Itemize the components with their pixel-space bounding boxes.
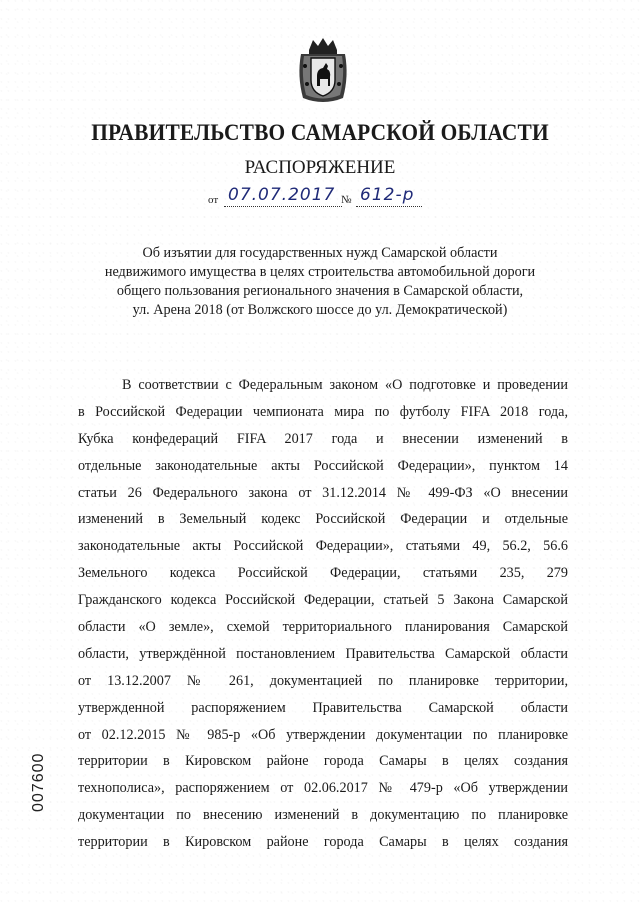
date-number-line — [208, 185, 468, 211]
date-value: 07.07.2017 — [228, 185, 336, 205]
document-subject — [100, 244, 540, 320]
body-line: области «О земле», схемой территориального планирования Самарской — [78, 619, 568, 636]
subject-line: ул. Арена 2018 (от Волжского шоссе до ул. Демократической) — [132, 302, 508, 318]
body-line: технополиса», распоряжением от 02.06.2017 № 479-р «Об утверждении — [78, 780, 568, 797]
number-underline — [356, 206, 422, 207]
body-line: области, утверждённой постановлением Правительства Самарской области — [78, 645, 568, 662]
body-line: от 02.12.2015 № 985-р «Об утверждении документации по планировке — [78, 726, 568, 743]
body-line: статьи 26 Федерального закона от 31.12.2014 № 499-ФЗ «О внесении — [78, 484, 568, 501]
body-line: законодательные акты Российской Федерации», статьями 49, 56.2, 56.6 — [78, 538, 568, 555]
body-line: территории в Кировском районе города Самары в целях создания — [78, 753, 568, 770]
subject-line: недвижимого имущества в целях строительства автомобильной дороги — [104, 264, 536, 280]
subject-line: общего пользования регионального значения в Самарской области, — [116, 283, 524, 299]
government-title: ПРАВИТЕЛЬСТВО САМАРСКОЙ ОБЛАСТИ — [91, 120, 549, 145]
body-line: изменений в Земельный кодекс Российской Федерации и отдельные — [78, 511, 568, 528]
date-underline — [224, 206, 342, 207]
registration-stamp-number: 007600 — [30, 752, 47, 812]
body-line: отдельные законодательные акты Российской Федерации», пунктом 14 — [78, 457, 568, 474]
subject-line: Об изъятии для государственных нужд Самарской области — [142, 245, 498, 261]
body-line: Земельного кодекса Российской Федерации, статьями 235, 279 — [78, 565, 568, 582]
body-line: Гражданского кодекса Российской Федерации, статьей 5 Закона Самарской — [78, 592, 568, 609]
date-prefix: от — [208, 194, 219, 206]
body-line: от 13.12.2007 № 261, документацией по планировке территории, — [78, 672, 568, 689]
body-line: утвержденной распоряжением Правительства Самарской области — [78, 699, 568, 716]
number-value: 612-р — [360, 185, 415, 205]
body-line: Кубка конфедераций FIFA 2017 года и внесении изменений в — [78, 430, 568, 447]
document-type: РАСПОРЯЖЕНИЕ — [244, 157, 396, 178]
number-prefix: № — [341, 194, 352, 206]
samara-coat-of-arms-icon — [295, 36, 351, 106]
body-line: В соответствии с Федеральным законом «О подготовке и проведении — [122, 377, 568, 393]
body-line: территории в Кировском районе города Самары в целях создания — [78, 834, 568, 851]
body-line: документации по внесению изменений в документацию по планировке — [78, 807, 568, 824]
body-line: в Российской Федерации чемпионата мира по футболу FIFA 2018 года, — [78, 403, 568, 420]
document-body — [78, 372, 568, 856]
